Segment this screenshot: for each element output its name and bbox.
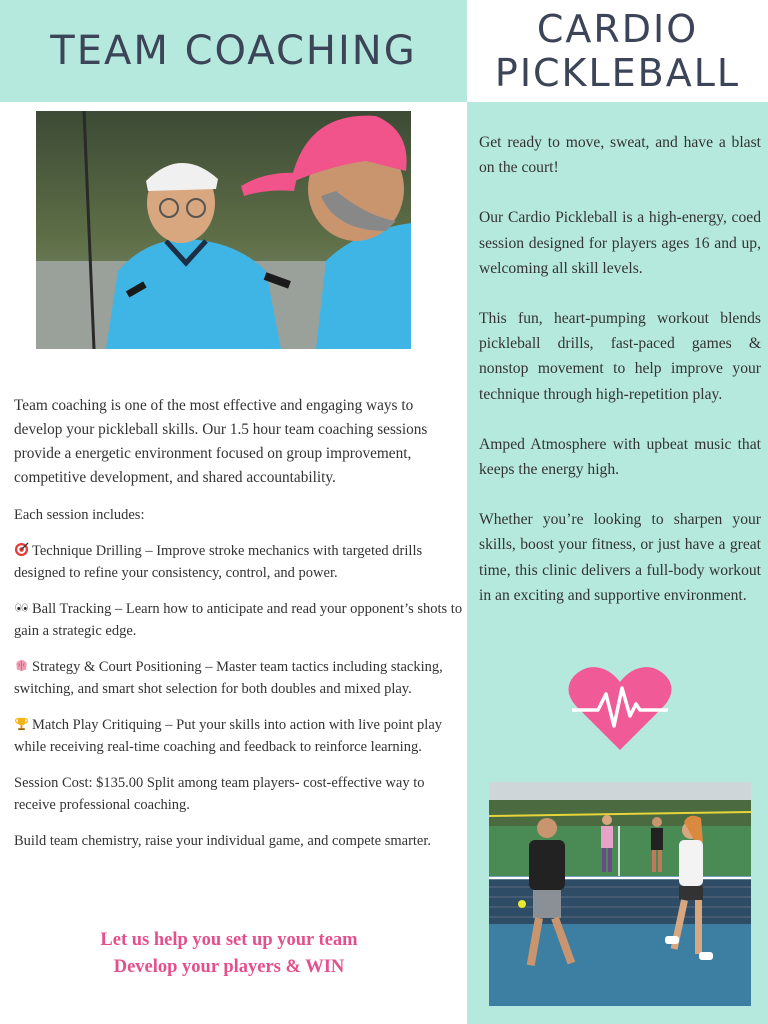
list-item-text: Technique Drilling – Improve stroke mechanics with targeted drills designed to refine your consistency, control, and power.: [14, 542, 423, 581]
target-icon: [14, 542, 29, 557]
call-to-action: [14, 927, 444, 981]
cardio-title-line2: PICKLEBALL: [494, 51, 741, 95]
list-item-text: Strategy & Court Positioning – Master team tactics including stacking, switching, and smart shot selection for both doubles and mixed play.: [14, 658, 443, 697]
intro-paragraph: Team coaching is one of the most effective and engaging ways to develop your pickleball skills. Our 1.5 hour team coaching sessions provide a energetic environment focused on group improvement, competitive development, and shared accountability.: [14, 397, 428, 486]
team-coaching-title: TEAM COACHING: [50, 28, 417, 74]
cardio-description: [479, 130, 761, 633]
cardio-header: [467, 0, 768, 102]
court-photo: [489, 782, 751, 1006]
list-item: [14, 656, 464, 701]
cardio-paragraph: Whether you’re looking to sharpen your skills, boost your fitness, or just have a great time, this clinic delivers a full-body workout in an exciting and supportive environment.: [479, 511, 761, 604]
list-item-text: Match Play Critiquing – Put your skills into action with live point play while receiving real-time coaching and feedback to reinforce learning.: [14, 716, 443, 755]
cardio-paragraph: This fun, heart-pumping workout blends pickleball drills, fast-paced games & nonstop movement to help improve your technique through high-repetition play.: [479, 310, 761, 403]
session-cost: Session Cost: $135.00 Split among team players- cost-effective way to receive professional coaching.: [14, 774, 425, 813]
session-list: [14, 504, 464, 865]
list-item: [14, 714, 464, 759]
brain-icon: [14, 658, 29, 673]
eyes-icon: [14, 600, 29, 615]
list-item: [14, 540, 464, 585]
team-coaching-header: [0, 0, 467, 102]
cardio-paragraph: Our Cardio Pickleball is a high-energy, coed session designed for players ages 16 and up, welcoming all skill levels.: [479, 209, 761, 277]
cta-line-2: Develop your players & WIN: [113, 957, 345, 977]
list-item: [14, 598, 464, 643]
session-intro: Each session includes:: [14, 507, 145, 523]
trophy-icon: [14, 716, 29, 731]
list-item-text: Ball Tracking – Learn how to anticipate and read your opponent’s shots to gain a strategic edge.: [14, 600, 463, 639]
cta-line-1: Let us help you set up your team: [100, 930, 358, 950]
cardio-paragraph: Amped Atmosphere with upbeat music that keeps the energy high.: [479, 435, 761, 479]
heart-pulse-icon: [568, 664, 672, 752]
cardio-title-line1: CARDIO: [536, 7, 699, 51]
coaching-photo: [36, 111, 411, 349]
closing-line: Build team chemistry, raise your individual game, and compete smarter.: [14, 832, 432, 849]
cardio-paragraph: Get ready to move, sweat, and have a blast on the court!: [479, 134, 761, 177]
